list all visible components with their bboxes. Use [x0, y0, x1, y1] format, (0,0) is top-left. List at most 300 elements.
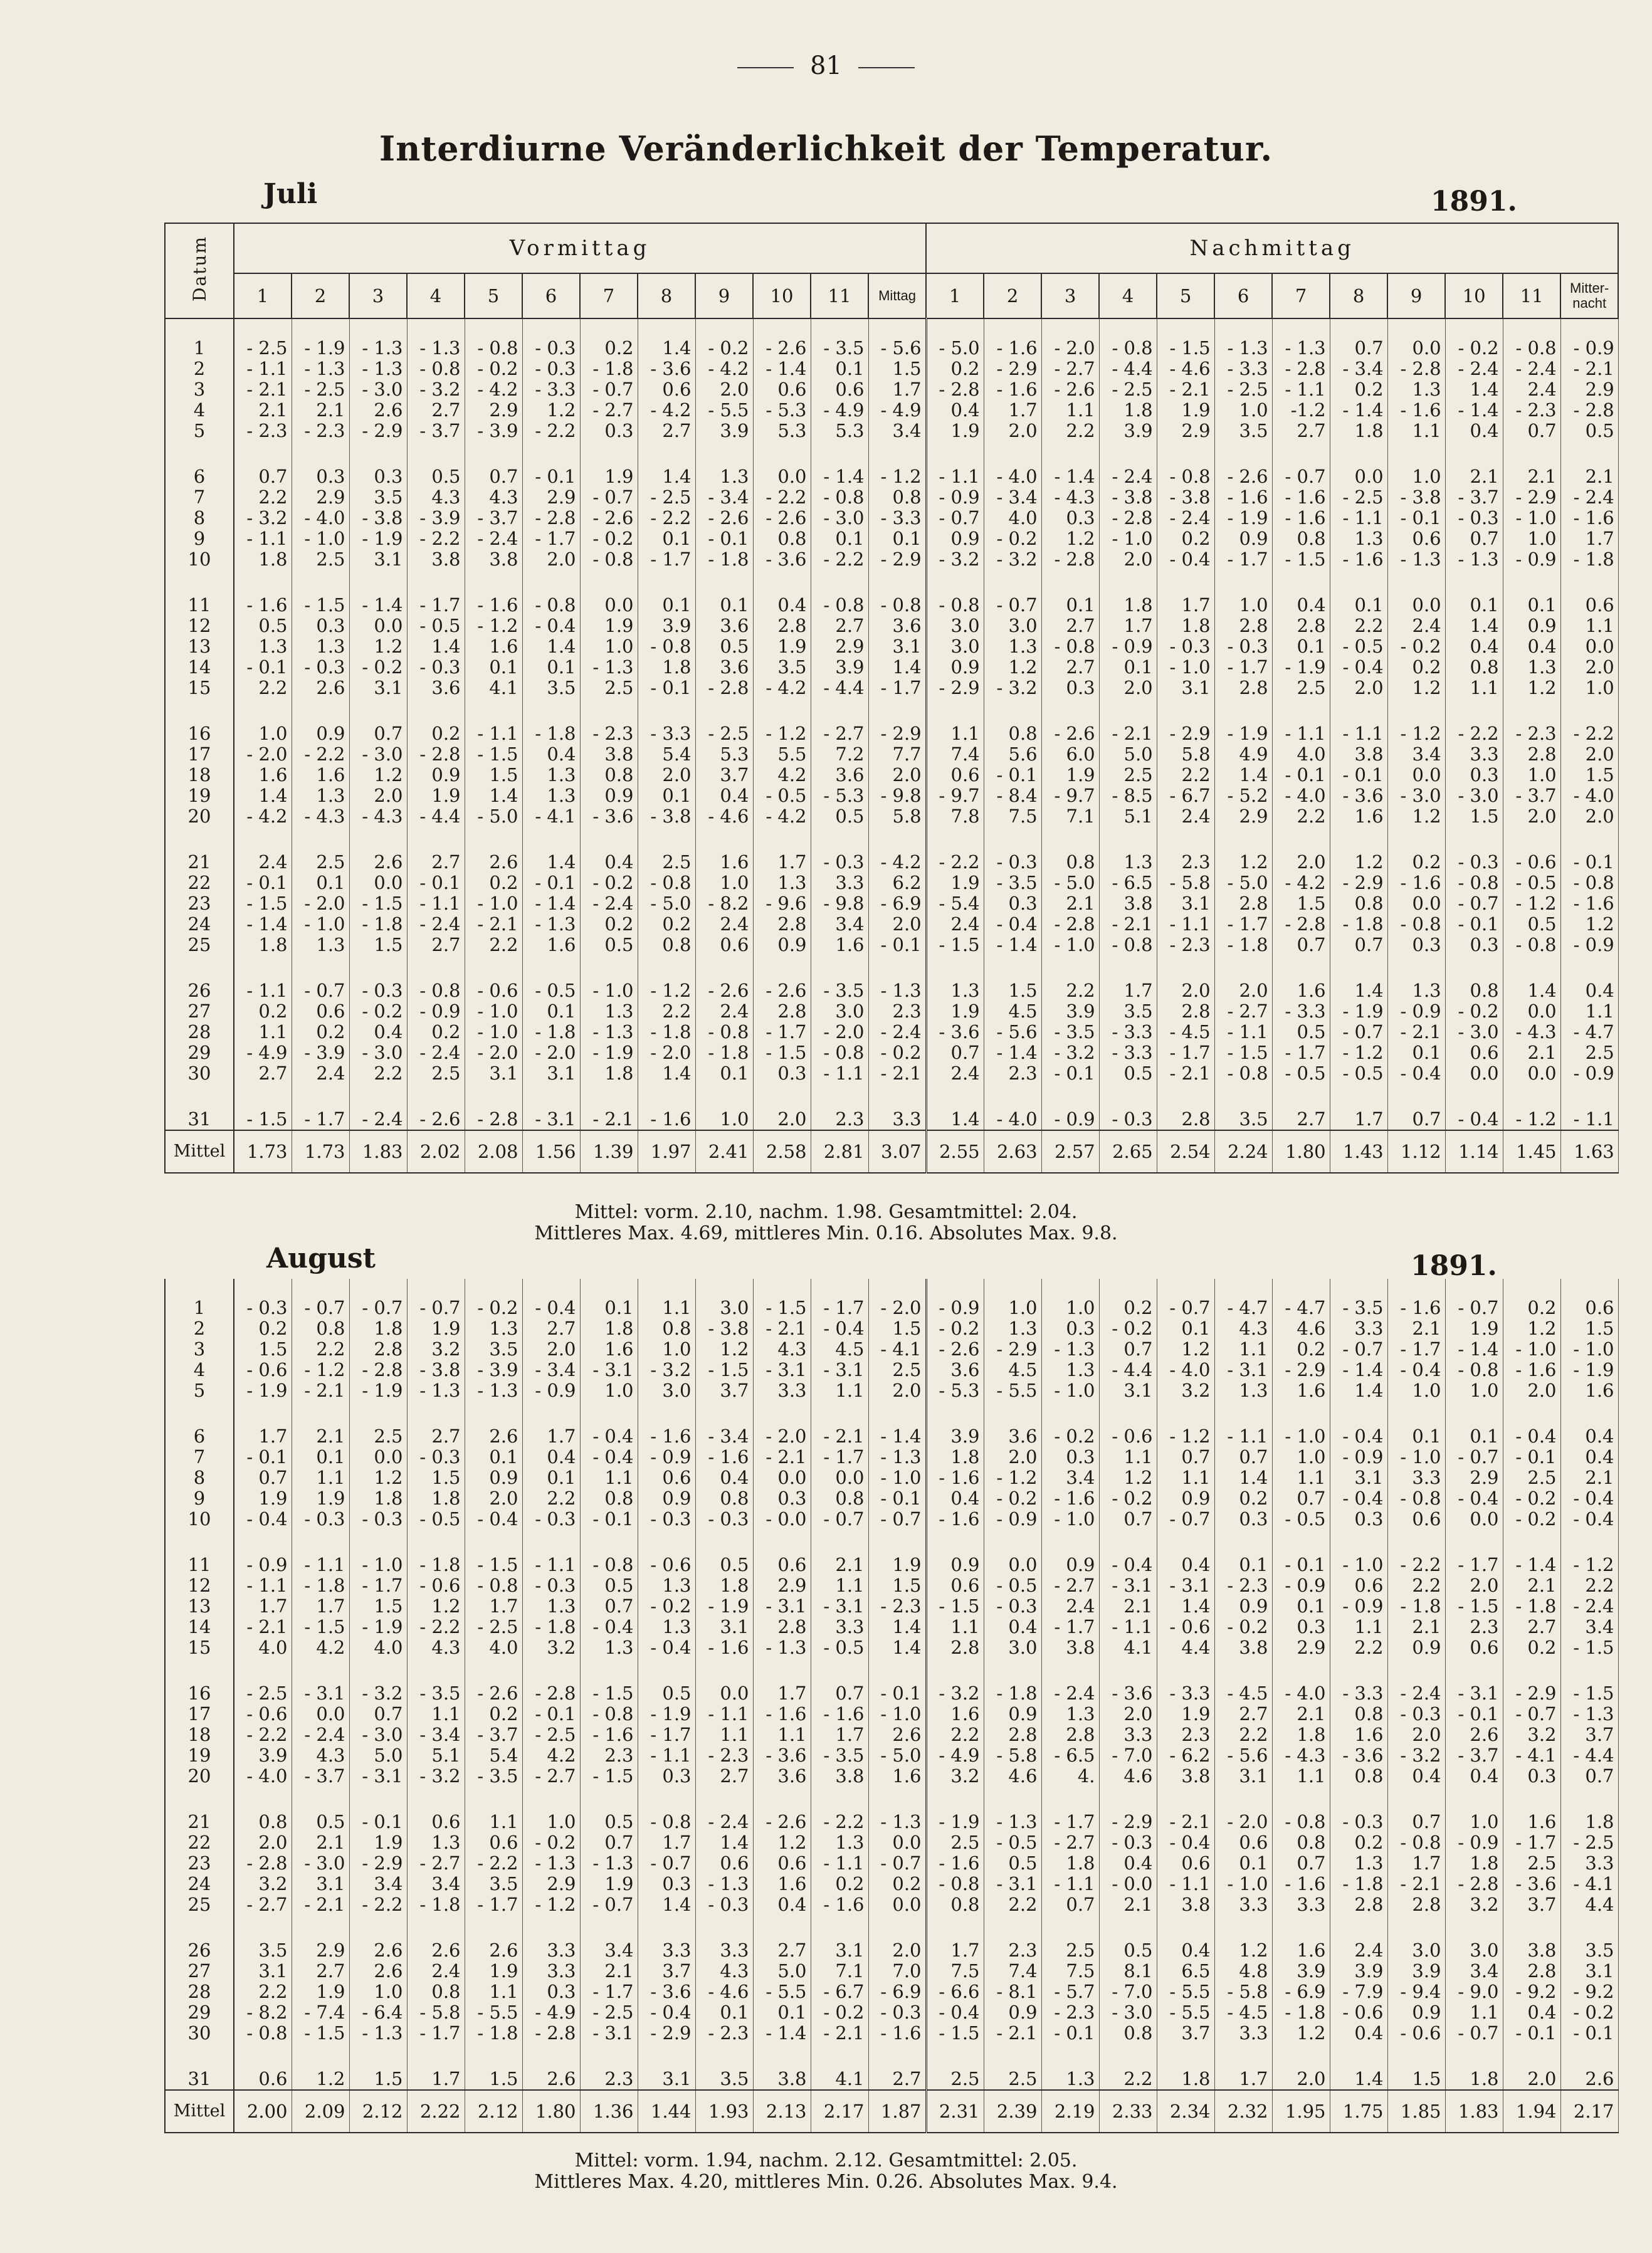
day-number: 24 [165, 1874, 234, 1894]
table-cell: - 0.8 [1445, 873, 1503, 893]
table-cell: - 2.5 [292, 379, 349, 400]
table-cell: 3.7 [638, 1961, 695, 1982]
day-number: 23 [165, 893, 234, 914]
table-cell: - 3.6 [1099, 1683, 1157, 1704]
table-cell: - 2.7 [407, 1853, 465, 1874]
table-cell: 3.5 [1214, 1109, 1272, 1130]
table-cell: - 0.6 [407, 1575, 465, 1596]
table-cell: - 1.2 [1503, 893, 1560, 914]
table-cell: 3.4 [1387, 744, 1445, 765]
table-cell: 1.8 [1099, 400, 1157, 421]
table-cell: 2.3 [1157, 1725, 1214, 1745]
table-cell: 1.6 [292, 765, 349, 785]
table-cell: 0.8 [753, 528, 811, 549]
table-cell: - 0.2 [926, 1318, 984, 1339]
table-cell: 2.7 [1041, 657, 1099, 678]
mittel-cell: 1.39 [580, 1130, 638, 1173]
table-cell: - 4.0 [1560, 785, 1618, 806]
table-cell: 0.7 [580, 1832, 638, 1853]
table-cell: 1.2 [1157, 1339, 1214, 1360]
table-cell: 2.0 [1560, 744, 1618, 765]
table-cell: 2.3 [580, 2069, 638, 2090]
table-cell: - 0.8 [638, 1812, 695, 1832]
table-cell: - 3.5 [811, 1745, 868, 1766]
table-cell: 1.4 [695, 1832, 753, 1853]
table-cell: - 2.9 [1099, 1812, 1157, 1832]
column-header-hour: 1 [234, 273, 292, 318]
table-cell: 2.2 [1387, 1575, 1445, 1596]
table-cell: - 1.7 [407, 595, 465, 616]
table-cell: 0.1 [1503, 595, 1560, 616]
table-cell: 0.7 [1099, 1509, 1157, 1530]
mittel-cell: 2.33 [1099, 2090, 1157, 2133]
table-row [165, 421, 1618, 441]
table-cell: 2.1 [1445, 466, 1503, 487]
table-cell: - 1.2 [1387, 723, 1445, 744]
table-cell: - 2.2 [926, 852, 984, 873]
table-cell: 1.3 [984, 1318, 1041, 1339]
table-cell: 4.4 [1157, 1637, 1214, 1658]
table-cell: - 0.9 [1041, 1109, 1099, 1130]
table-cell: 1.1 [234, 1022, 292, 1042]
table-cell: - 1.9 [695, 1596, 753, 1617]
table-cell: - 2.3 [695, 2023, 753, 2044]
table-cell: 2.0 [984, 421, 1041, 441]
day-number: 27 [165, 1001, 234, 1022]
table-cell: 1.5 [1387, 2069, 1445, 2090]
table-cell: - 3.2 [407, 1766, 465, 1787]
table-cell: - 0.8 [234, 2023, 292, 2044]
day-number: 9 [165, 1488, 234, 1509]
table-cell: - 0.8 [465, 1575, 522, 1596]
table-cell: 2.0 [349, 785, 407, 806]
day-number: 2 [165, 1318, 234, 1339]
table-row [165, 400, 1618, 421]
table-cell: - 3.1 [984, 1874, 1041, 1894]
table-cell: 3.7 [1157, 2023, 1214, 2044]
table-cell: - 0.4 [1503, 1426, 1560, 1447]
table-cell: 3.2 [1157, 1380, 1214, 1401]
table-cell: 2.5 [407, 1063, 465, 1084]
table-cell: 2.8 [1214, 616, 1272, 636]
table-cell: - 0.8 [1387, 914, 1445, 935]
table-cell: - 2.7 [580, 400, 638, 421]
table-cell: - 2.4 [1503, 359, 1560, 379]
column-header-hour: 5 [465, 273, 522, 318]
day-number: 11 [165, 595, 234, 616]
table-cell: 1.7 [811, 1725, 868, 1745]
column-header-hour: 8 [638, 273, 695, 318]
table-cell: 0.1 [1214, 1555, 1272, 1575]
table-cell: 0.0 [1387, 893, 1445, 914]
table-cell: 0.1 [465, 657, 522, 678]
table-cell: 0.2 [811, 1874, 868, 1894]
table-cell: - 0.7 [984, 595, 1041, 616]
table-cell: 1.7 [638, 1832, 695, 1853]
table-cell: - 0.4 [1157, 549, 1214, 570]
table-cell: - 3.7 [465, 508, 522, 528]
table-cell: - 0.9 [1387, 1001, 1445, 1022]
table-cell: - 2.6 [1041, 723, 1099, 744]
table-cell: - 2.1 [868, 1063, 926, 1084]
table-cell: - 3.6 [580, 806, 638, 827]
table-cell: 1.4 [234, 785, 292, 806]
table-cell: - 3.1 [1214, 1360, 1272, 1380]
table-cell: 3.3 [1214, 1894, 1272, 1915]
table-cell: 0.6 [753, 1853, 811, 1874]
table-cell: 1.9 [292, 1488, 349, 1509]
table-cell: - 2.6 [695, 508, 753, 528]
table-cell: - 0.7 [1503, 1704, 1560, 1725]
table-cell: 1.2 [1272, 2023, 1330, 2044]
table-cell: 2.6 [349, 1961, 407, 1982]
table-cell: 2.2 [465, 935, 522, 955]
table-cell: 3.4 [811, 914, 868, 935]
table-row [165, 549, 1618, 570]
table-row [165, 1812, 1618, 1832]
table-cell: - 1.1 [811, 1853, 868, 1874]
table-cell: 2.1 [1560, 1468, 1618, 1488]
table-cell: - 1.2 [1330, 1042, 1387, 1063]
table-cell: 2.0 [695, 379, 753, 400]
table-cell: - 2.6 [407, 1109, 465, 1130]
table-cell: 1.9 [868, 1555, 926, 1575]
table-cell: - 2.5 [465, 1617, 522, 1637]
table-cell: 0.2 [234, 1001, 292, 1022]
table-cell: 1.4 [522, 636, 580, 657]
table-cell: 2.4 [1387, 616, 1445, 636]
table-cell: - 1.1 [1041, 1874, 1099, 1894]
table-cell: - 3.4 [1330, 359, 1387, 379]
table-cell: 1.3 [522, 785, 580, 806]
table-cell: - 1.6 [695, 1447, 753, 1468]
table-cell: - 5.5 [1157, 2002, 1214, 2023]
table-cell: - 1.0 [292, 914, 349, 935]
table-cell: 2.7 [522, 1318, 580, 1339]
table-cell: - 1.2 [868, 466, 926, 487]
column-header-mitternacht: Mitter-nacht [1560, 273, 1618, 318]
table-cell: 1.8 [1272, 1725, 1330, 1745]
table-cell: 0.6 [1214, 1832, 1272, 1853]
table-cell: - 0.1 [234, 873, 292, 893]
table-cell: 3.1 [349, 678, 407, 698]
table-cell: - 3.2 [1387, 1745, 1445, 1766]
table-cell: 1.1 [1157, 1468, 1214, 1488]
table-cell: 0.4 [753, 595, 811, 616]
table-cell: - 1.4 [811, 466, 868, 487]
table-cell: - 1.5 [1560, 1683, 1618, 1704]
table-cell: - 0.3 [349, 980, 407, 1001]
table-row [165, 1961, 1618, 1982]
table-cell: 3.3 [1330, 1318, 1387, 1339]
table-cell: 0.2 [1503, 1637, 1560, 1658]
table-cell: - 0.6 [1503, 852, 1560, 873]
table-cell: - 1.7 [1041, 1617, 1099, 1637]
table-cell: - 2.2 [407, 528, 465, 549]
day-number: 12 [165, 616, 234, 636]
table-cell: - 3.3 [1099, 1022, 1157, 1042]
table-cell: - 2.1 [580, 1109, 638, 1130]
mittel-cell: 1.63 [1560, 1130, 1618, 1173]
table-cell: 1.6 [1330, 1725, 1387, 1745]
table-cell: - 0.1 [1503, 1447, 1560, 1468]
table-cell: - 1.8 [1330, 1874, 1387, 1894]
table-cell: 2.5 [638, 852, 695, 873]
table-cell: - 1.3 [407, 338, 465, 359]
table-cell: - 1.9 [349, 1617, 407, 1637]
table-cell: - 0.8 [1503, 935, 1560, 955]
table-cell: - 1.1 [1099, 1617, 1157, 1637]
table-cell: 0.3 [1503, 1766, 1560, 1787]
table-cell: - 1.5 [465, 744, 522, 765]
table-cell: - 1.1 [1272, 723, 1330, 744]
table-cell: - 1.4 [984, 935, 1041, 955]
table-cell: 1.3 [292, 785, 349, 806]
table-cell: 4.3 [465, 487, 522, 508]
table-cell: - 1.5 [1560, 1637, 1618, 1658]
table-cell: 1.1 [1272, 1766, 1330, 1787]
table-cell: 7.5 [984, 806, 1041, 827]
table-cell: - 1.0 [1272, 1426, 1330, 1447]
table-cell: 3.8 [1157, 1766, 1214, 1787]
table-cell: - 7.0 [1099, 1745, 1157, 1766]
table-cell: 0.0 [695, 1683, 753, 1704]
table-cell: - 2.5 [1330, 487, 1387, 508]
table-cell: - 0.4 [522, 616, 580, 636]
table-cell: 1.1 [1272, 1468, 1330, 1488]
table-cell: - 0.3 [984, 852, 1041, 873]
table-cell: 2.2 [638, 1001, 695, 1022]
table-cell: - 2.1 [1157, 1063, 1214, 1084]
table-cell: - 0.4 [465, 1509, 522, 1530]
table-row [165, 1468, 1618, 1488]
table-cell: 1.8 [349, 1318, 407, 1339]
table-cell: - 2.0 [292, 893, 349, 914]
table-cell: 4.0 [1272, 744, 1330, 765]
table-cell: - 0.3 [407, 1447, 465, 1468]
table-cell: 0.2 [868, 1874, 926, 1894]
table-cell: 1.3 [1041, 2069, 1099, 2090]
table-cell: 4.3 [407, 1637, 465, 1658]
table-cell: - 3.2 [638, 1360, 695, 1380]
table-cell: 1.0 [1387, 466, 1445, 487]
table-cell: 3.5 [465, 1339, 522, 1360]
table-cell: - 0.9 [522, 1380, 580, 1401]
table-cell: 0.3 [1041, 1447, 1099, 1468]
table-cell: 3.3 [1272, 1894, 1330, 1915]
table-cell: - 0.4 [234, 1509, 292, 1530]
day-number: 3 [165, 1339, 234, 1360]
table-row [165, 595, 1618, 616]
table-cell: - 1.3 [1560, 1704, 1618, 1725]
table-cell: - 0.7 [1157, 1298, 1214, 1318]
column-header-hour: 3 [1041, 273, 1099, 318]
table-cell: - 0.3 [811, 852, 868, 873]
table-cell: - 0.2 [1503, 1488, 1560, 1509]
table-cell: 1.5 [1560, 765, 1618, 785]
table-row [165, 1298, 1618, 1318]
table-cell: 7.2 [811, 744, 868, 765]
table-cell: 1.3 [407, 1832, 465, 1853]
table-cell: - 0.4 [1445, 1488, 1503, 1509]
table-cell: 1.5 [1445, 806, 1503, 827]
table-cell: 0.2 [580, 914, 638, 935]
table-cell: - 0.1 [234, 1447, 292, 1468]
table-cell: 0.0 [349, 616, 407, 636]
table-cell: - 0.9 [1560, 935, 1618, 955]
table-cell: 0.4 [1503, 636, 1560, 657]
table-cell: 1.4 [638, 1063, 695, 1084]
table-cell: - 3.0 [811, 508, 868, 528]
table-cell: - 0.4 [1330, 1426, 1387, 1447]
day-number: 22 [165, 873, 234, 893]
table-cell: - 0.2 [1099, 1318, 1157, 1339]
table-cell: - 3.5 [407, 1683, 465, 1704]
table-cell: - 0.9 [1330, 1596, 1387, 1617]
table-cell: - 4.4 [1099, 1360, 1157, 1380]
table-cell: 1.6 [1330, 806, 1387, 827]
table-cell: - 0.1 [1272, 765, 1330, 785]
table-cell: - 2.2 [1445, 723, 1503, 744]
table-cell: - 2.1 [811, 1426, 868, 1447]
day-number: 13 [165, 636, 234, 657]
mittel-row [165, 2090, 1618, 2133]
day-number: 26 [165, 1940, 234, 1961]
table-cell: 2.8 [753, 616, 811, 636]
table-cell: 1.7 [1099, 616, 1157, 636]
table-row [165, 1725, 1618, 1745]
table-cell: 0.1 [638, 785, 695, 806]
table-cell: - 1.6 [1503, 1360, 1560, 1380]
table-cell: - 0.5 [1272, 1063, 1330, 1084]
table-cell: - 0.4 [580, 1617, 638, 1637]
table-cell: 2.1 [292, 1426, 349, 1447]
table-cell: 2.2 [926, 1725, 984, 1745]
day-number: 15 [165, 678, 234, 698]
table-cell: - 2.1 [811, 2023, 868, 2044]
table-cell: 1.8 [1099, 595, 1157, 616]
table-cell: - 3.1 [1099, 1575, 1157, 1596]
table-cell: - 1.9 [638, 1704, 695, 1725]
table-cell: 2.9 [1214, 806, 1272, 827]
table-cell: 2.2 [1099, 2069, 1157, 2090]
table-cell: 2.7 [753, 1940, 811, 1961]
table-cell: - 4.1 [522, 806, 580, 827]
mittel-cell: 1.85 [1387, 2090, 1445, 2133]
table-cell: 1.4 [1445, 379, 1503, 400]
table-cell: 2.5 [1099, 765, 1157, 785]
table-cell: - 2.3 [1503, 400, 1560, 421]
table-cell: 3.6 [695, 616, 753, 636]
table-cell: - 0.4 [1099, 1555, 1157, 1575]
table-cell: - 1.5 [926, 935, 984, 955]
table-cell: - 1.9 [1214, 508, 1272, 528]
table-cell: - 0.1 [638, 678, 695, 698]
table-cell: 0.9 [984, 2002, 1041, 2023]
table-cell: 0.1 [522, 657, 580, 678]
table-cell: 4.6 [1272, 1318, 1330, 1339]
table-cell: - 0.3 [522, 338, 580, 359]
table-cell: 2.9 [811, 636, 868, 657]
day-number: 1 [165, 338, 234, 359]
table-cell: - 1.3 [695, 1874, 753, 1894]
table-cell: - 1.8 [984, 1683, 1041, 1704]
table-cell: 0.9 [1041, 1555, 1099, 1575]
table-cell: - 3.7 [1445, 487, 1503, 508]
table-cell: 3.9 [1330, 1961, 1387, 1982]
table-cell: - 3.6 [638, 359, 695, 379]
table-cell: 2.7 [1272, 421, 1330, 441]
table-cell: - 0.6 [1330, 2002, 1387, 2023]
table-cell: 0.5 [695, 636, 753, 657]
table-cell: 1.6 [465, 636, 522, 657]
table-cell: 3.9 [1041, 1001, 1099, 1022]
table-cell: 1.2 [349, 636, 407, 657]
table-cell: 5.3 [695, 744, 753, 765]
table-cell: - 4.2 [753, 678, 811, 698]
table-cell: - 2.3 [234, 421, 292, 441]
table-cell: 2.1 [1272, 1704, 1330, 1725]
table-cell: - 1.0 [465, 893, 522, 914]
table-cell: 1.0 [1272, 1447, 1330, 1468]
table-cell: 1.6 [811, 935, 868, 955]
table-cell: - 0.5 [522, 980, 580, 1001]
table-cell: 0.6 [753, 1555, 811, 1575]
table-cell: 3.6 [753, 1766, 811, 1787]
table-cell: - 1.9 [234, 1380, 292, 1401]
table-cell: 2.1 [1387, 1318, 1445, 1339]
table-cell: 1.9 [234, 1488, 292, 1509]
table-cell: 1.2 [1387, 678, 1445, 698]
table-cell: - 2.9 [349, 1853, 407, 1874]
table-cell: - 0.4 [580, 1426, 638, 1447]
table-cell: - 1.8 [1503, 1596, 1560, 1617]
table-cell: 0.6 [1387, 528, 1445, 549]
table-cell: - 4.5 [1214, 2002, 1272, 2023]
table-cell: 0.5 [580, 1812, 638, 1832]
summary-line-1: Mittel: vorm. 1.94, nachm. 2.12. Gesamtmittel: 2.05. [574, 2150, 1078, 2172]
column-header-hour: 11 [811, 273, 868, 318]
table-row [165, 1832, 1618, 1853]
table-cell: - 0.9 [1560, 338, 1618, 359]
table-cell: 0.4 [1330, 2023, 1387, 2044]
table-cell: - 3.2 [407, 379, 465, 400]
table-row [165, 1380, 1618, 1401]
table-cell: - 3.3 [522, 379, 580, 400]
table-cell: 1.3 [926, 980, 984, 1001]
table-cell: - 4.5 [1157, 1022, 1214, 1042]
table-cell: 4.3 [1214, 1318, 1272, 1339]
table-cell: - 2.4 [1157, 508, 1214, 528]
table-cell: 2.8 [1214, 893, 1272, 914]
table-cell: 3.1 [465, 1063, 522, 1084]
table-cell: 0.4 [926, 1488, 984, 1509]
table-cell: 2.8 [1157, 1001, 1214, 1022]
table-cell: 1.8 [1157, 616, 1214, 636]
table-cell: - 3.8 [1099, 487, 1157, 508]
table-cell: 2.2 [1214, 1725, 1272, 1745]
table-cell: - 0.9 [926, 1298, 984, 1318]
table-cell: - 2.4 [407, 914, 465, 935]
table-row [165, 723, 1618, 744]
table-cell: - 0.3 [407, 657, 465, 678]
table-cell: 3.0 [926, 616, 984, 636]
table-cell: - 3.4 [695, 1426, 753, 1447]
table-cell: - 0.8 [407, 980, 465, 1001]
table-cell: - 6.9 [868, 1982, 926, 2002]
table-cell: - 4.9 [868, 400, 926, 421]
column-header-hour: 10 [1445, 273, 1503, 318]
